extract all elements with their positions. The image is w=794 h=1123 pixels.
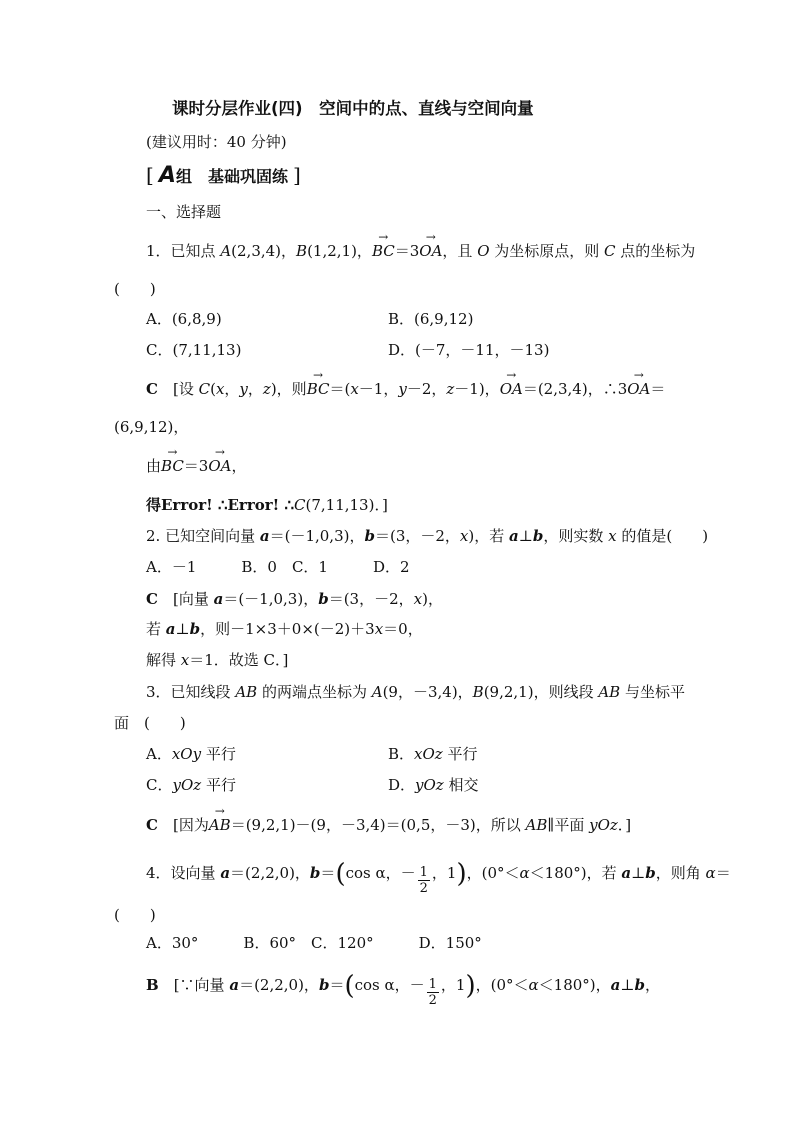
q1-option-a: A．(6,8,9)	[146, 310, 222, 328]
q2-solution-line2: 若 a⊥b，则－1×3＋0×(－2)＋3x＝0，	[146, 620, 423, 638]
q3-option-c: C．yOz 平行	[146, 776, 236, 794]
q1-option-c: C．(7,11,13)	[146, 341, 242, 359]
q3-solution: C [因为→ AB＝(9,2,1)－(9，－3,4)＝(0,5，－3)，所以 AB∥平面 yOz．]	[146, 816, 631, 834]
q1-solution-line4: 得Error! ∴Error! ∴C(7,11,13)．]	[146, 496, 388, 514]
q4-options: A．30° B．60° C．120° D．150°	[146, 934, 482, 952]
time-note: (建议用时：40 分钟)	[146, 133, 287, 151]
q1-blank: ( )	[114, 280, 156, 298]
q1-option-d: D．(－7，－11，－13)	[388, 341, 550, 359]
q2-solution-line1: C [向量 a＝(－1,0,3)，b＝(3，－2，x)，	[146, 590, 443, 608]
q3-option-a: A．xOy 平行	[146, 745, 236, 763]
q4-stem: 4．设向量 a＝(2,2,0)，b＝(cos α，－ $\frac{1}{2}$ ，1)，(0°＜α＜180°)，若 a⊥b，则角 α＝	[146, 859, 731, 896]
group-name: 组 基础巩固练	[175, 167, 288, 186]
group-header	[146, 163, 301, 188]
q4-solution: B [∵向量 a＝(2,2,0)，b＝(cos α，－ $\frac{1}{2}$ ，1)，(0°＜α＜180°)，a⊥b，	[146, 971, 661, 1008]
q1-answer: C	[146, 380, 158, 398]
q2-options: A．－1 B．0 C．1 D．2	[146, 558, 410, 576]
q3-option-d: D．yOz 相交	[388, 776, 479, 794]
q3-stem: 3．已知线段 AB 的两端点坐标为 A(9，－3,4)，B(9,2,1)，则线段 AB 与坐标平	[146, 683, 685, 701]
q1-solution-line3: 由→ BC＝3→ OA，	[146, 457, 247, 475]
q1-solution-line2: (6,9,12)，	[114, 418, 189, 436]
q1-option-b: B．(6,9,12)	[388, 310, 474, 328]
section-heading: 一、选择题	[146, 203, 222, 221]
right-bracket: ]	[293, 163, 301, 187]
q4-answer: B	[146, 976, 159, 994]
q1-stem: 1．已知点 A(2,3,4)，B(1,2,1)，→ BC＝3→ OA，且 O 为坐标原点，则 C 点的坐标为	[146, 242, 695, 260]
page-title: 课时分层作业(四) 空间中的点、直线与空间向量	[172, 99, 534, 118]
q2-answer: C	[146, 590, 158, 608]
q1-solution-line1: C [设 C(x，y，z)，则→ BC＝(x－1，y－2，z－1)，→ OA＝(2,3,4)，∴3→ OA＝	[146, 380, 665, 398]
q3-answer: C	[146, 816, 158, 834]
group-letter: A	[158, 163, 176, 188]
q3-stem-line2: 面 ( )	[114, 714, 186, 732]
q2-stem: 2. 已知空间向量 a＝(－1,0,3)，b＝(3，－2，x)，若 a⊥b，则实数 x 的值是( )	[146, 527, 709, 545]
q4-blank: ( )	[114, 906, 156, 924]
q3-option-b: B．xOz 平行	[388, 745, 478, 763]
left-bracket: [	[146, 163, 154, 187]
q2-solution-line3: 解得 x＝1．故选 C．]	[146, 651, 289, 669]
